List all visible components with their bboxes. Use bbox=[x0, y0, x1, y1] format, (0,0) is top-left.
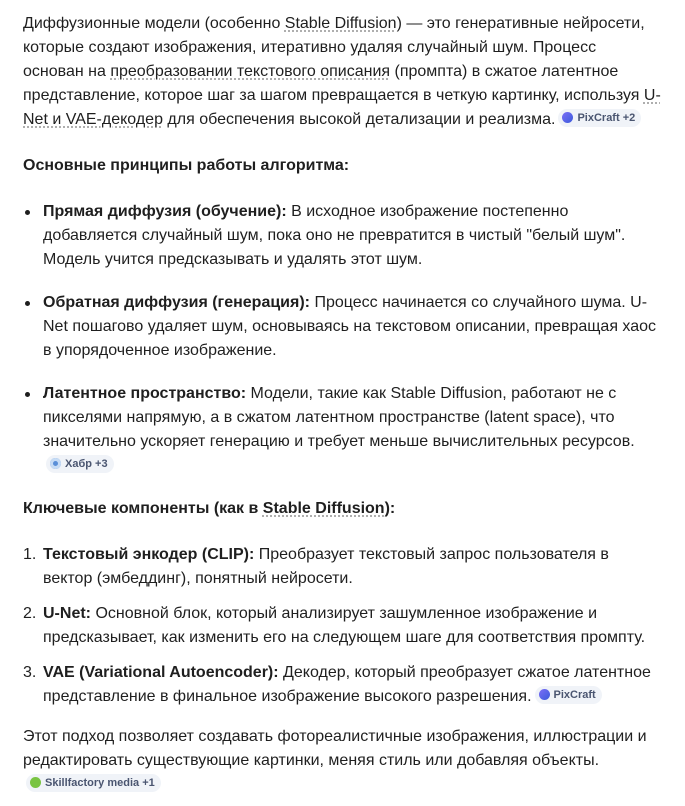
pixcraft-icon bbox=[562, 112, 573, 123]
item-term: Текстовый энкодер (CLIP): bbox=[43, 546, 255, 563]
source-chip-habr[interactable] bbox=[46, 455, 114, 473]
item-number: 2. bbox=[23, 605, 37, 622]
source-chip-label: PixCraft bbox=[553, 688, 596, 701]
item-number: 3. bbox=[23, 664, 37, 681]
heading-text: ): bbox=[384, 500, 396, 517]
principles-heading: Основные принципы работы алгоритма: bbox=[23, 157, 350, 174]
item-number: 1. bbox=[23, 546, 37, 563]
list-item bbox=[23, 602, 661, 650]
item-term: Прямая диффузия (обучение): bbox=[43, 203, 287, 220]
item-term: U-Net: bbox=[43, 605, 91, 622]
habr-icon bbox=[50, 458, 61, 469]
intro-text: (промпта) в сжатое латентное представление, которое шаг за шагом превращается в четкую картинку, используя bbox=[23, 63, 644, 104]
item-text: Основной блок, который анализирует зашумленное изображение и предсказывает, как изменить его на следующем шаге для соответствия промпту. bbox=[43, 605, 646, 646]
link-stable-diffusion[interactable]: Stable Diffusion bbox=[284, 15, 397, 32]
components-heading bbox=[23, 497, 661, 521]
source-chip-pixcraft[interactable] bbox=[558, 109, 641, 127]
outro-text: Этот подход позволяет создавать фотореалистичные изображения, иллюстрации и редактировать существующие картинки, меняя стиль или добавляя объекты. bbox=[23, 728, 647, 769]
link-stable-diffusion-heading[interactable]: Stable Diffusion bbox=[262, 500, 385, 517]
source-chip-skillfactory[interactable] bbox=[26, 774, 161, 792]
outro-paragraph bbox=[23, 725, 661, 797]
item-term: Латентное пространство: bbox=[43, 385, 247, 402]
components-list bbox=[23, 543, 661, 709]
source-chip-label: Skillfactory media +1 bbox=[45, 776, 155, 789]
principles-list bbox=[23, 200, 661, 478]
item-text: Преобразует текстовый запрос пользователя в вектор (эмбеддинг), понятный нейросети. bbox=[43, 546, 609, 587]
item-text: Модели, такие как Stable Diffusion, работают не с пикселями напрямую, а в сжатом латентном пространстве (latent space), что значительно ускоряет генерацию и требует меньше вычислительных ресурсов. bbox=[43, 385, 635, 450]
source-chip-label: PixCraft +2 bbox=[577, 111, 636, 124]
list-item bbox=[23, 291, 661, 363]
link-unet-vae[interactable]: U-Net и VAE-декодер bbox=[23, 87, 661, 128]
source-chip-label: Хабр +3 bbox=[65, 457, 108, 470]
item-text: Процесс начинается со случайного шума. U-Net пошагово удаляет шум, основываясь на текстовом описании, превращая хаос в упорядоченное изображение. bbox=[43, 294, 657, 359]
item-term: VAE (Variational Autoencoder): bbox=[43, 664, 279, 681]
pixcraft-icon bbox=[539, 689, 550, 700]
source-chip-pixcraft[interactable] bbox=[535, 686, 602, 704]
skillfactory-icon bbox=[30, 777, 41, 788]
item-text: В исходное изображение постепенно добавляется случайный шум, пока оно не превратится в чистый "белый шум". Модель учится предсказывать и удалять этот шум. bbox=[43, 203, 626, 268]
item-term: Обратная диффузия (генерация): bbox=[43, 294, 311, 311]
intro-text: ) — это генеративные нейросети, которые создают изображения, итеративно удаляя случайный шум. Процесс основан на bbox=[23, 15, 645, 80]
intro-text: Диффузионные модели (особенно bbox=[23, 15, 285, 32]
item-text: Декодер, который преобразует сжатое латентное представление в финальное изображение высокого разрешения. bbox=[43, 664, 651, 705]
list-item bbox=[23, 200, 661, 272]
list-item bbox=[23, 382, 661, 478]
intro-paragraph bbox=[23, 12, 661, 132]
heading-text: Ключевые компоненты (как в bbox=[23, 500, 263, 517]
link-text-transform[interactable]: преобразовании текстового описания bbox=[110, 63, 391, 80]
intro-text: для обеспечения высокой детализации и реализма. bbox=[162, 111, 556, 128]
list-item bbox=[23, 661, 661, 709]
list-item bbox=[23, 543, 661, 591]
